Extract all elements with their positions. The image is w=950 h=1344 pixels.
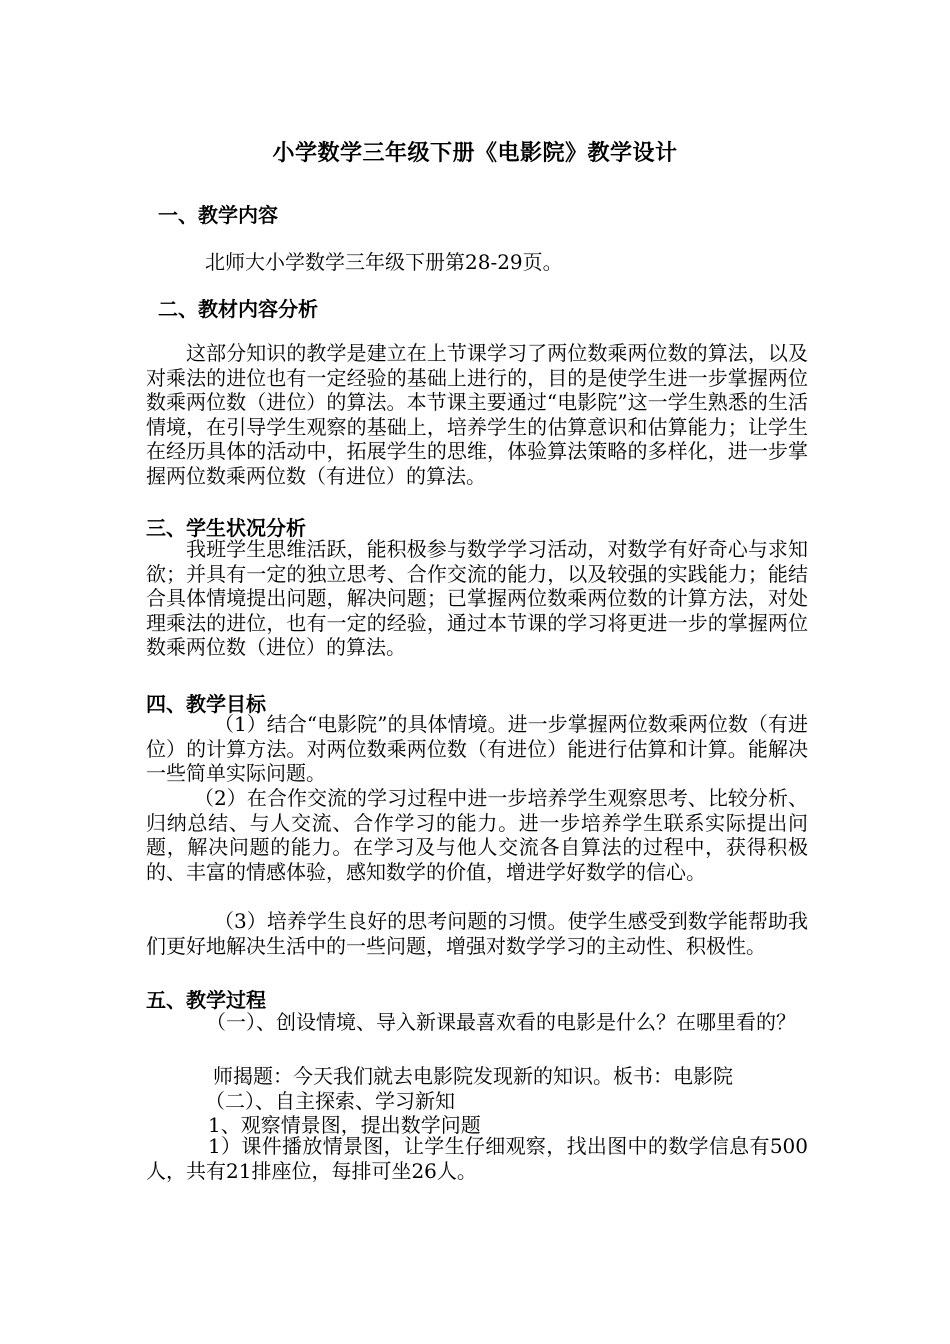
teaching-goal-2: （2）在合作交流的学习过程中进一步培养学生观察思考、比较分析、归纳总结、与人交流、合作学习的能力。进一步培养学生联系实际提出问题，解决问题的能力。在学习及与他人交流各自算法的过程中，获得积极的、丰富的情感体验，感知数学的价值，增进学好数学的信心。 [146, 786, 808, 884]
section-text-student-analysis: 我班学生思维活跃，能积极参与数学学习活动，对数学有好奇心与求知欲；并具有一定的独立思考、合作交流的能力，以及较强的实践能力；能结合具体情境提出问题，解决问题；已掌握两位数乘两位数的计算方法，对处理乘法的进位，也有一定的经验，通过本节课的学习将更进一步的掌握两位数乘两位数（进位）的算法。 [146, 537, 808, 659]
process-sub-step-1-text: 1）课件播放情景图，让学生仔细观察，找出图中的数学信息有500人，共有21排座位，每排可坐26人。 [146, 1134, 808, 1183]
section-heading-teaching-goals: 四、教学目标 [146, 692, 266, 716]
process-teacher-line: 师揭题：今天我们就去电影院发现新的知识。板书：电影院 [213, 1064, 733, 1088]
process-step-1: （一）、创设情境、导入新课最喜欢看的电影是什么？在哪里看的？ [206, 1010, 796, 1034]
section-heading-teaching-content: 一、教学内容 [158, 203, 278, 227]
process-step-2: （二）、自主探索、学习新知 [205, 1089, 455, 1113]
section-heading-teaching-process: 五、教学过程 [146, 988, 266, 1012]
section-text-material-analysis: 这部分知识的教学是建立在上节课学习了两位数乘两位数的算法，以及对乘法的进位也有一定经验的基础上进行的，目的是使学生进一步掌握两位数乘两位数（进位）的算法。本节课主要通过“电影院”这一学生熟悉的生活情境，在引导学生观察的基础上，培养学生的估算意识和估算能力；让学生在经历具体的活动中，拓展学生的思维，体验算法策略的多样化，进一步掌握两位数乘两位数（有进位）的算法。 [146, 341, 808, 488]
teaching-goal-1: （1）结合“电影院”的具体情境。进一步掌握两位数乘两位数（有进位）的计算方法。对两位数乘两位数（有进位）能进行估算和计算。能解决一些简单实际问题。 [146, 712, 808, 785]
teaching-goal-3: （3）培养学生良好的思考问题的习惯。使学生感受到数学能帮助我们更好地解决生活中的一些问题，增强对数学学习的主动性、积极性。 [146, 909, 808, 958]
section-heading-material-analysis: 二、教材内容分析 [158, 297, 318, 321]
process-sub-step-1: 1、观察情景图，提出数学问题 [208, 1113, 481, 1137]
section-text-teaching-content: 北师大小学数学三年级下册第28-29页。 [205, 250, 563, 274]
section-heading-student-analysis: 三、学生状况分析 [146, 516, 306, 540]
document-title: 小学数学三年级下册《电影院》教学设计 [272, 141, 678, 166]
